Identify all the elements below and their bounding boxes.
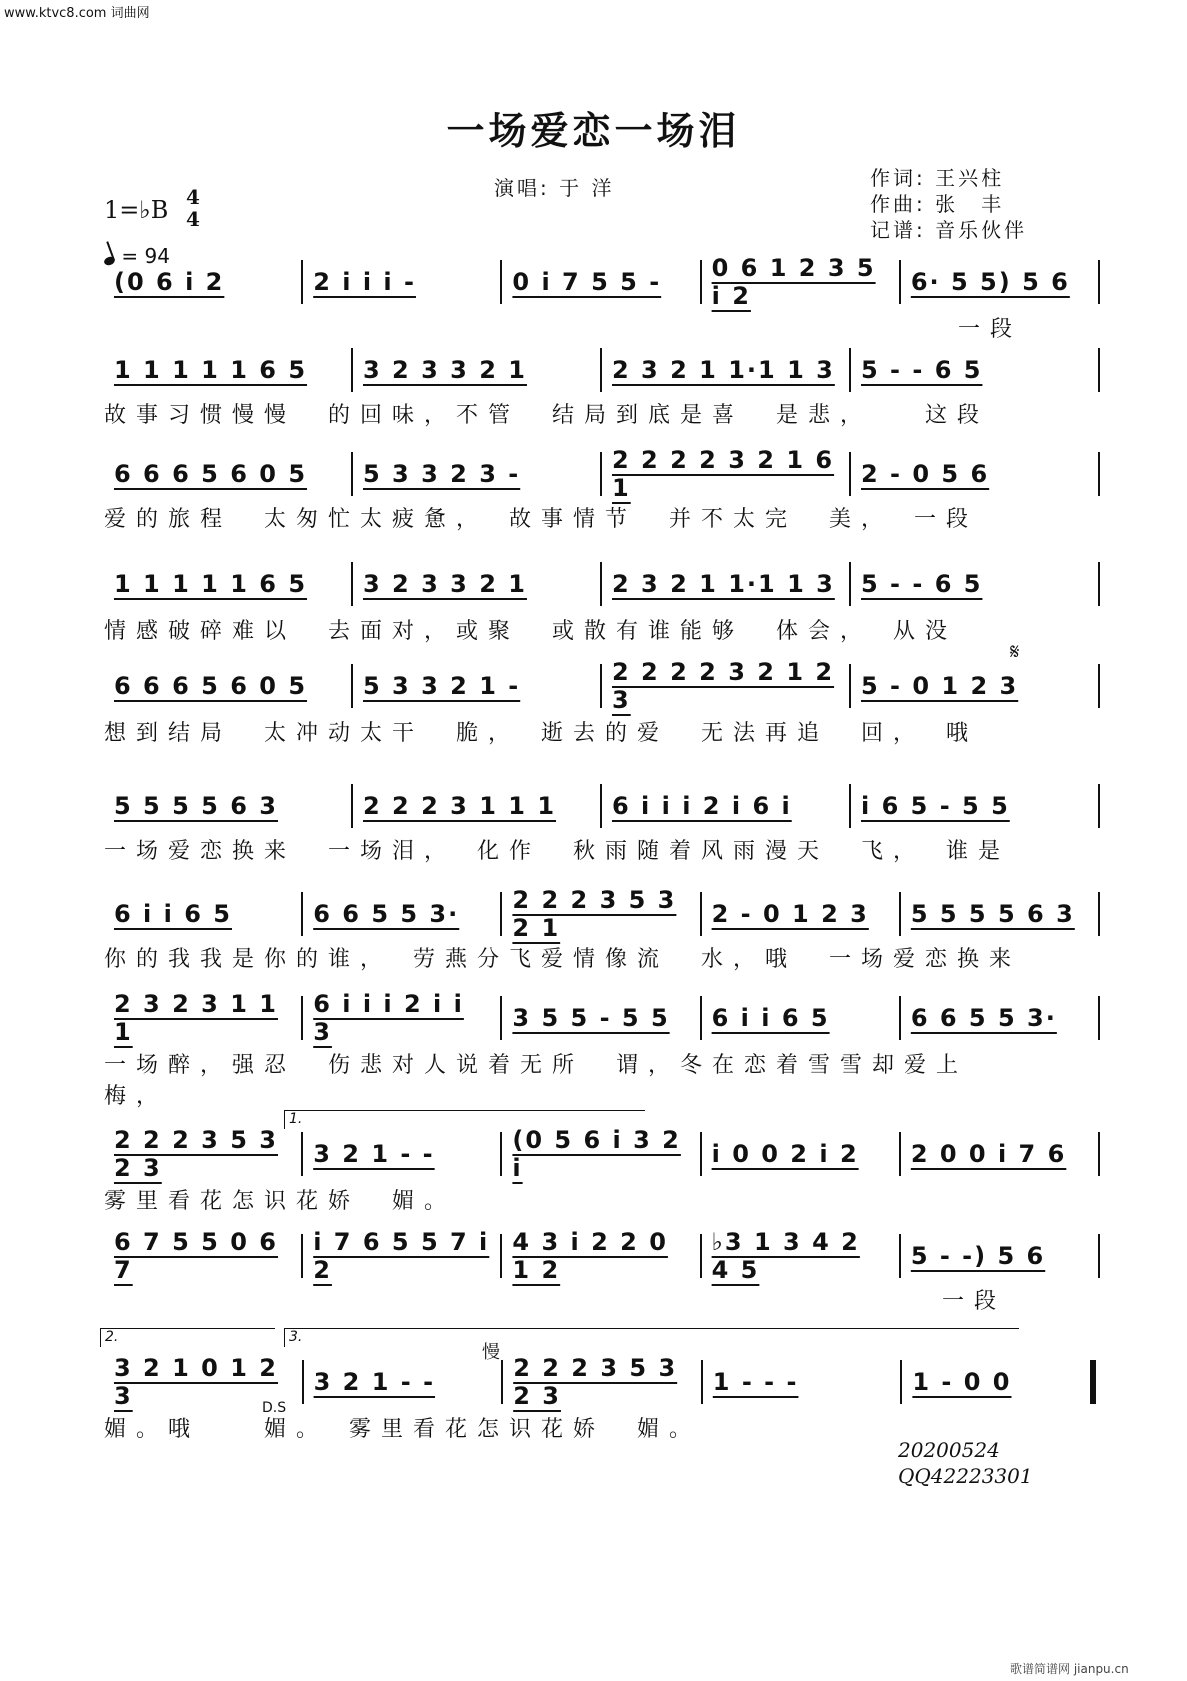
- volta-2: 2.: [100, 1328, 275, 1347]
- measure: 0 i 7 5 5 -: [512, 268, 662, 296]
- staff-row-3: [104, 446, 1100, 502]
- measure: 2 2 2 3 5 3 2 3: [114, 1126, 278, 1182]
- lyric-line-11: 媚。哦 媚。 雾里看花怎识花娇 媚。: [104, 1417, 702, 1442]
- time-signature-top: 4: [186, 185, 200, 209]
- measure: 2 2 2 3 5 3 2 1: [512, 886, 677, 942]
- tempo-value: = 94: [121, 244, 170, 268]
- lyric-line-7: 你的我我是你的谁， 劳燕分飞爱情像流 水，哦 一场爱恋换来: [104, 947, 1022, 972]
- measure: 5 3 3 2 1 -: [363, 672, 521, 700]
- lyricist-credit: 作词: 王兴柱: [870, 166, 1005, 190]
- staff-row-6: [104, 782, 1100, 830]
- measure: 3 2 3 3 2 1: [363, 570, 527, 598]
- measure: 6 i i i 2 i 6 i: [612, 792, 792, 820]
- barline: [1098, 562, 1100, 606]
- transcriber-credit: 记谱: 音乐伙伴: [870, 218, 1028, 242]
- staff-row-5: [104, 658, 1100, 714]
- final-barline: [1090, 1360, 1096, 1404]
- barline: [1098, 1132, 1100, 1176]
- measure: i 7 6 5 5 7 i 2: [313, 1228, 490, 1284]
- barline: [1098, 260, 1100, 304]
- staff-row-4: [104, 560, 1100, 608]
- measure: 3 2 3 3 2 1: [363, 356, 527, 384]
- measure: 1 - 0 0: [912, 1368, 1012, 1396]
- barline: [1098, 892, 1100, 936]
- measure: 5 3 3 2 3 -: [363, 460, 521, 488]
- measure: 6 6 5 5 3·: [910, 1004, 1057, 1032]
- measure: 6 6 6 5 6 0 5: [114, 672, 308, 700]
- measure: 1 1 1 1 1 6 5: [114, 356, 308, 384]
- staff-row-7: [104, 886, 1100, 942]
- barline: [1098, 1234, 1100, 1278]
- tempo-slow-mark: 慢: [482, 1342, 500, 1363]
- measure: i 6 5 - 5 5: [861, 792, 1010, 820]
- measure: 5 5 5 5 6 3: [910, 900, 1075, 928]
- time-signature-bottom: 4: [186, 207, 200, 231]
- measure: 2 - 0 1 2 3: [711, 900, 869, 928]
- site-watermark: www.ktvc8.com 词曲网: [4, 6, 150, 21]
- song-title: 一场爱恋一场泪: [446, 109, 741, 153]
- measure: 5 - - 6 5: [861, 570, 983, 598]
- measure: 6 i i 6 5: [114, 900, 232, 928]
- measure: 5 - -) 5 6: [910, 1242, 1046, 1270]
- measure: 2 i i i -: [313, 268, 416, 296]
- staff-row-10: [104, 1228, 1100, 1284]
- contact-number: QQ42223301: [898, 1464, 1033, 1488]
- measure: 2 2 2 2 3 2 1 6 1: [612, 446, 835, 502]
- barline: [1098, 784, 1100, 828]
- staff-row-2: [104, 346, 1100, 394]
- measure: 6 i i 6 5: [711, 1004, 830, 1032]
- lyric-line-8: 一场醉，强忍 伤悲对人说着无所 谓，冬在恋着雪雪却爱上梅，: [104, 1053, 969, 1109]
- measure: 1 - - -: [712, 1368, 799, 1396]
- measure: 6· 5 5) 5 6: [910, 268, 1070, 296]
- measure: 3 2 1 - -: [313, 1140, 435, 1168]
- measure: (0 6 i 2: [114, 268, 225, 296]
- measure: 2 - 0 5 6: [861, 460, 990, 488]
- lyric-line-1: 一段: [958, 317, 1023, 342]
- measure: 1 1 1 1 1 6 5: [114, 570, 308, 598]
- measure: 2 0 0 i 7 6: [910, 1140, 1067, 1168]
- measure: 2 2 2 3 1 1 1: [363, 792, 557, 820]
- lyric-line-4: 情感破碎难以 去面对，或聚 或散有谁能够 体会， 从没: [104, 619, 958, 644]
- barline: [1098, 996, 1100, 1040]
- measure: 5 - 0 1 2 3: [861, 672, 1019, 700]
- volta-3: 3.: [284, 1328, 1019, 1347]
- measure: 2 3 2 1 1·1 1 3: [612, 356, 835, 384]
- volta-1: 1.: [284, 1110, 645, 1129]
- measure: 6 i i i 2 i i 3: [313, 990, 464, 1046]
- measure: ♭3 1 3 4 2 4 5: [711, 1228, 860, 1284]
- key-signature: 1=♭B: [104, 196, 169, 224]
- measure: 6 6 6 5 6 0 5: [114, 460, 308, 488]
- measure: i 0 0 2 i 2: [711, 1140, 859, 1168]
- barline: [1098, 664, 1100, 708]
- segno-sign: 𝄋: [1010, 640, 1020, 665]
- lyric-line-10: 一段: [942, 1289, 1007, 1314]
- lyric-line-2: 故事习惯慢慢 的回味，不管 结局到底是喜 是悲， 这段: [104, 403, 990, 428]
- measure: 6 7 5 5 0 6 7: [114, 1228, 278, 1284]
- measure: 4 3 i 2 2 0 1 2: [512, 1228, 668, 1284]
- measure: (0 5 6 i 3 2 i: [512, 1126, 681, 1182]
- measure: 6 6 5 5 3·: [313, 900, 460, 928]
- dal-segno-mark: D.S: [262, 1400, 287, 1416]
- measure: 2 3 2 3 1 1 1: [114, 990, 278, 1046]
- measure: 3 5 5 - 5 5: [512, 1004, 670, 1032]
- measure: 3 2 1 0 1 2 3: [114, 1354, 278, 1410]
- measure: 0 6 1 2 3 5 i 2: [711, 254, 876, 310]
- staff-row-8: [104, 990, 1100, 1046]
- measure: 5 5 5 5 6 3: [114, 792, 278, 820]
- date-stamp: 20200524: [898, 1438, 1000, 1462]
- measure: 5 - - 6 5: [861, 356, 983, 384]
- lyric-line-6: 一场爱恋换来 一场泪， 化作 秋雨随着风雨漫天 飞， 谁是: [104, 839, 1011, 864]
- lyric-line-9: 雾里看花怎识花娇 媚。: [104, 1189, 457, 1214]
- barline: [1098, 452, 1100, 496]
- footer-watermark: 歌谱简谱网 jianpu.cn: [1010, 1662, 1129, 1676]
- time-signature: [186, 186, 200, 230]
- lyric-line-3: 爱的旅程 太匆忙太疲惫， 故事情节 并不太完 美， 一段: [104, 507, 979, 532]
- measure: 2 2 2 2 3 2 1 2 3: [612, 658, 835, 714]
- singer-credit: 演唱: 于 洋: [494, 176, 615, 200]
- measure: 3 2 1 - -: [313, 1368, 436, 1396]
- measure: 2 3 2 1 1·1 1 3: [612, 570, 835, 598]
- barline: [1098, 348, 1100, 392]
- staff-row-9: [104, 1126, 1100, 1182]
- composer-credit: 作曲: 张 丰: [870, 192, 1005, 216]
- lyric-line-5: 想到结局 太冲动太干 脆， 逝去的爱 无法再追 回， 哦: [104, 721, 979, 746]
- measure: 2 2 2 3 5 3 2 3: [513, 1354, 678, 1410]
